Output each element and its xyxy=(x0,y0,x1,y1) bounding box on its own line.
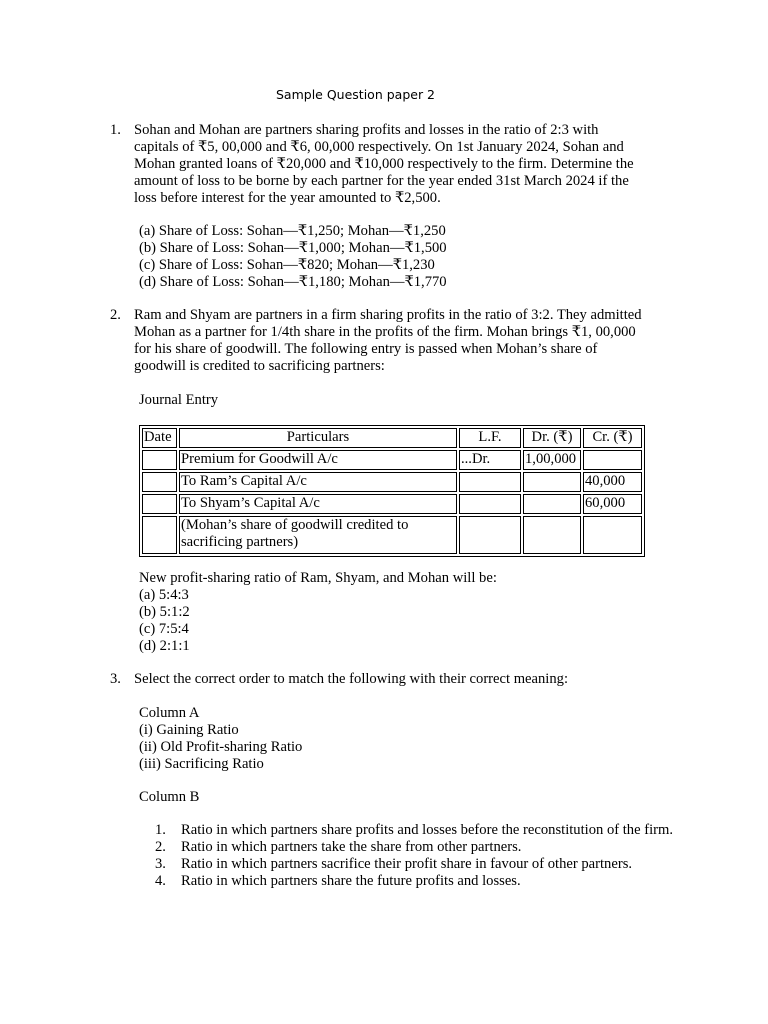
cell-particulars: (Mohan’s share of goodwill credited to sacrificing partners) xyxy=(179,516,457,554)
column-b-item xyxy=(155,873,675,890)
question-1-number: 1. xyxy=(110,122,121,138)
column-b-item xyxy=(155,839,675,856)
option-d: (d) 2:1:1 xyxy=(139,638,190,654)
cell-debit xyxy=(523,516,581,554)
cell-date xyxy=(142,494,177,514)
question-3-text: Select the correct order to match the following with their correct meaning: xyxy=(134,671,569,687)
journal-entry-table xyxy=(139,425,645,557)
question-1-line: Mohan granted loans of ₹20,000 and ₹10,000 respectively to the firm. Determine the xyxy=(134,156,634,172)
column-b-item-number: 2. xyxy=(155,839,166,855)
question-1-line: loss before interest for the year amounted to ₹2,500. xyxy=(134,190,441,206)
question-1-line: Sohan and Mohan are partners sharing profits and losses in the ratio of 2:3 with xyxy=(134,122,599,138)
column-b-item-text: Ratio in which partners share profits and losses before the reconstitution of the firm. xyxy=(181,822,674,838)
question-1-line: capitals of ₹5, 00,000 and ₹6, 00,000 respectively. On 1st January 2024, Sohan and xyxy=(134,139,624,155)
table-row xyxy=(142,450,642,470)
cell-date xyxy=(142,450,177,470)
column-b-list xyxy=(155,822,675,890)
cell-lf xyxy=(459,494,521,514)
cell-lf xyxy=(459,472,521,492)
question-2-prompt: New profit-sharing ratio of Ram, Shyam, and Mohan will be: xyxy=(139,570,497,586)
header-lf: L.F. xyxy=(459,428,521,448)
table-row xyxy=(142,494,642,514)
option-d: (d) Share of Loss: Sohan—₹1,180; Mohan—₹1,770 xyxy=(139,274,447,290)
question-2-line: for his share of goodwill. The following entry is passed when Mohan’s share of xyxy=(134,341,598,357)
cell-particulars: To Shyam’s Capital A/c xyxy=(179,494,457,514)
question-2-line: Ram and Shyam are partners in a firm sharing profits in the ratio of 3:2. They admitted xyxy=(134,307,642,323)
column-b-item-text: Ratio in which partners sacrifice their profit share in favour of other partners. xyxy=(181,856,633,872)
column-a-item: (ii) Old Profit-sharing Ratio xyxy=(139,739,303,755)
question-2-text xyxy=(134,307,674,375)
cell-lf: ...Dr. xyxy=(459,450,521,470)
header-debit: Dr. (₹) xyxy=(523,428,581,448)
question-2-options xyxy=(139,570,659,655)
cell-credit: 60,000 xyxy=(583,494,642,514)
paper-heading: Sample Question paper 2 xyxy=(276,87,436,102)
cell-credit xyxy=(583,516,642,554)
column-a xyxy=(139,705,659,773)
cell-credit xyxy=(583,450,642,470)
cell-particulars: Premium for Goodwill A/c xyxy=(179,450,457,470)
cell-debit xyxy=(523,472,581,492)
question-1-text xyxy=(134,122,674,207)
header-date: Date xyxy=(142,428,177,448)
column-b-item xyxy=(155,822,675,839)
cell-credit: 40,000 xyxy=(583,472,642,492)
column-b-item-number: 1. xyxy=(155,822,166,838)
column-a-title: Column A xyxy=(139,705,200,721)
option-b: (b) 5:1:2 xyxy=(139,604,190,620)
option-b: (b) Share of Loss: Sohan—₹1,000; Mohan—₹1,500 xyxy=(139,240,447,256)
table-row xyxy=(142,472,642,492)
column-b-item-text: Ratio in which partners share the future profits and losses. xyxy=(181,873,521,889)
column-b-item xyxy=(155,856,675,873)
option-c: (c) Share of Loss: Sohan—₹820; Mohan—₹1,230 xyxy=(139,257,435,273)
column-b-item-text: Ratio in which partners take the share from other partners. xyxy=(181,839,522,855)
cell-lf xyxy=(459,516,521,554)
option-c: (c) 7:5:4 xyxy=(139,621,189,637)
header-particulars: Particulars xyxy=(179,428,457,448)
cell-debit: 1,00,000 xyxy=(523,450,581,470)
question-1-options xyxy=(139,223,659,291)
cell-particulars: To Ram’s Capital A/c xyxy=(179,472,457,492)
cell-date xyxy=(142,516,177,554)
table-row xyxy=(142,516,642,554)
question-3-number: 3. xyxy=(110,671,121,687)
table-header-row xyxy=(142,428,642,448)
option-a: (a) Share of Loss: Sohan—₹1,250; Mohan—₹1,250 xyxy=(139,223,446,239)
journal-entry-label: Journal Entry xyxy=(139,392,219,408)
option-a: (a) 5:4:3 xyxy=(139,587,189,603)
column-a-item: (i) Gaining Ratio xyxy=(139,722,239,738)
cell-debit xyxy=(523,494,581,514)
question-2-line: Mohan as a partner for 1/4th share in the profits of the firm. Mohan brings ₹1, 00,000 xyxy=(134,324,636,340)
question-1-line: amount of loss to be borne by each partner for the year ended 31st March 2024 if the xyxy=(134,173,629,189)
column-a-item: (iii) Sacrificing Ratio xyxy=(139,756,264,772)
question-2-line: goodwill is credited to sacrificing partners: xyxy=(134,358,385,374)
column-b-title: Column B xyxy=(139,789,200,805)
header-credit: Cr. (₹) xyxy=(583,428,642,448)
column-b-item-number: 4. xyxy=(155,873,166,889)
question-2-number: 2. xyxy=(110,307,121,323)
column-b-item-number: 3. xyxy=(155,856,166,872)
cell-date xyxy=(142,472,177,492)
